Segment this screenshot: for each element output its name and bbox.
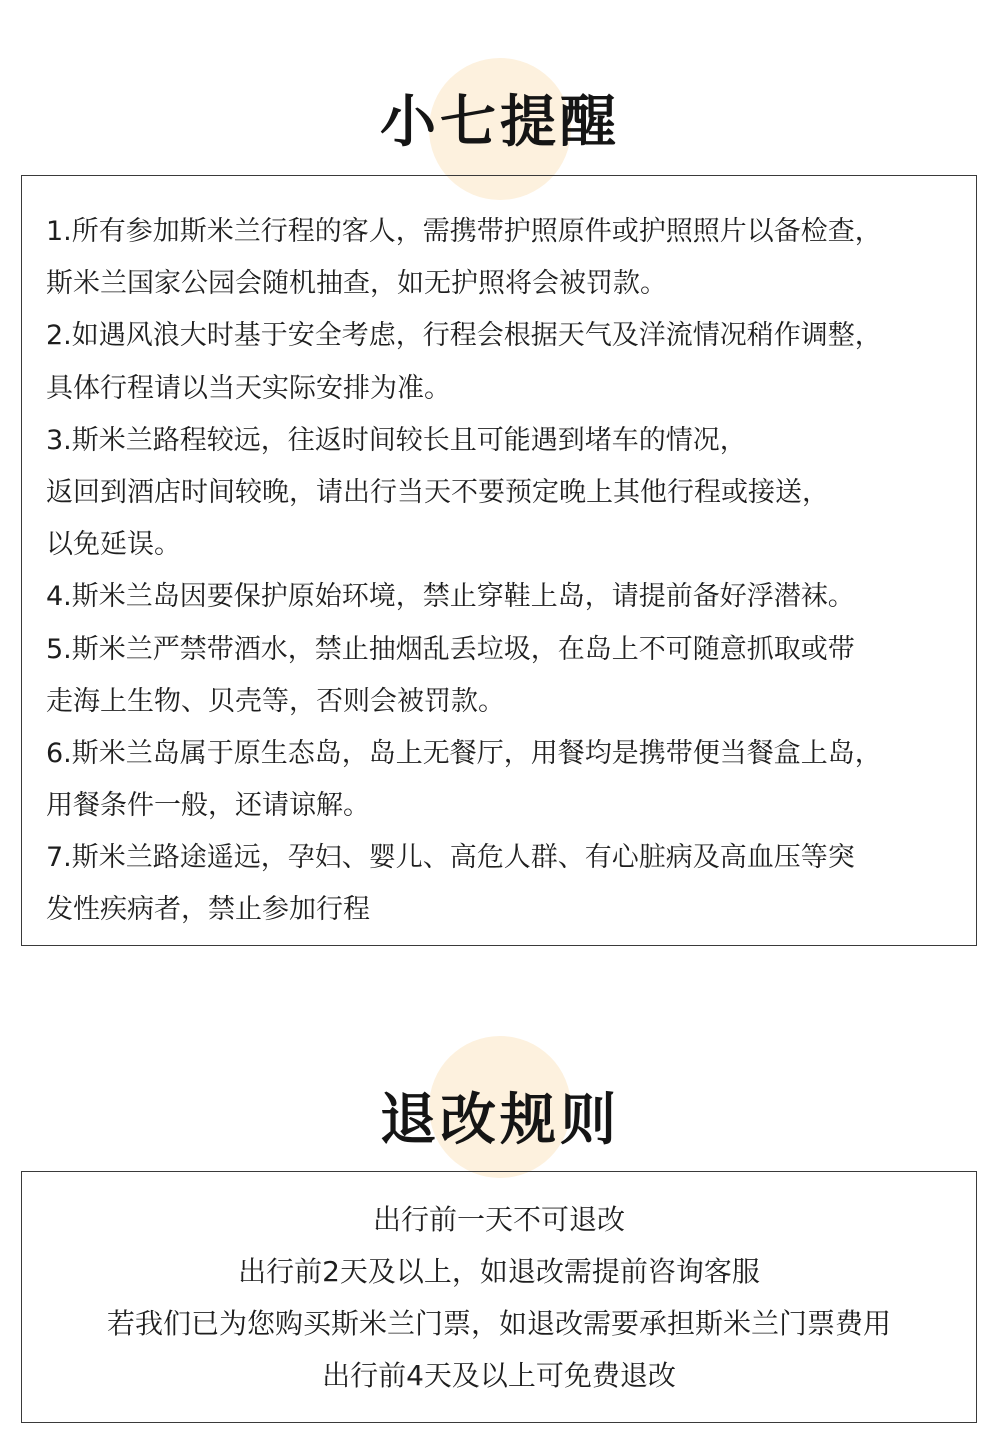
refund-line: 出行前一天不可退改	[372, 1203, 625, 1236]
reminder-heading	[0, 58, 1000, 178]
reminder-line: 7.斯米兰路途遥远，孕妇、婴儿、高危人群、有心脏病及高血压等突	[46, 842, 855, 874]
reminder-line: 斯米兰国家公园会随机抽查，如无护照将会被罚款。	[46, 268, 667, 300]
reminder-line: 走海上生物、贝壳等，否则会被罚款。	[46, 685, 505, 717]
reminder-line: 6.斯米兰岛属于原生态岛，岛上无餐厅，用餐均是携带便当餐盒上岛，	[46, 737, 882, 769]
reminder-line: 返回到酒店时间较晚，请出行当天不要预定晚上其他行程或接送，	[46, 476, 829, 508]
refund-list	[22, 1194, 976, 1402]
reminder-line: 3.斯米兰路程较远，往返时间较长且可能遇到堵车的情况，	[46, 424, 747, 456]
refund-line: 若我们已为您购买斯米兰门票，如退改需要承担斯米兰门票费用	[106, 1307, 891, 1340]
reminder-box	[21, 175, 977, 946]
reminder-line: 1.所有参加斯米兰行程的客人，需携带护照原件或护照照片以备检查，	[46, 216, 882, 247]
reminder-line: 4.斯米兰岛因要保护原始环境，禁止穿鞋上岛，请提前备好浮潜袜。	[46, 581, 855, 613]
reminder-list	[46, 206, 966, 937]
refund-title: 退改规则	[380, 1088, 620, 1153]
reminder-title: 小七提醒	[380, 90, 620, 155]
refund-heading	[0, 1036, 1000, 1156]
reminder-line: 具体行程请以当天实际安排为准。	[46, 372, 451, 404]
refund-box	[21, 1171, 977, 1423]
refund-line: 出行前2天及以上，如退改需提前咨询客服	[238, 1255, 760, 1288]
reminder-line: 用餐条件一般，还请谅解。	[46, 790, 370, 822]
reminder-line: 5.斯米兰严禁带酒水，禁止抽烟乱丢垃圾，在岛上不可随意抓取或带	[46, 633, 855, 665]
reminder-line: 发性疾病者，禁止参加行程	[46, 894, 370, 926]
reminder-line: 以免延误。	[46, 529, 181, 561]
refund-line: 出行前4天及以上可免费退改	[322, 1359, 676, 1392]
reminder-line: 2.如遇风浪大时基于安全考虑，行程会根据天气及洋流情况稍作调整，	[46, 320, 882, 352]
